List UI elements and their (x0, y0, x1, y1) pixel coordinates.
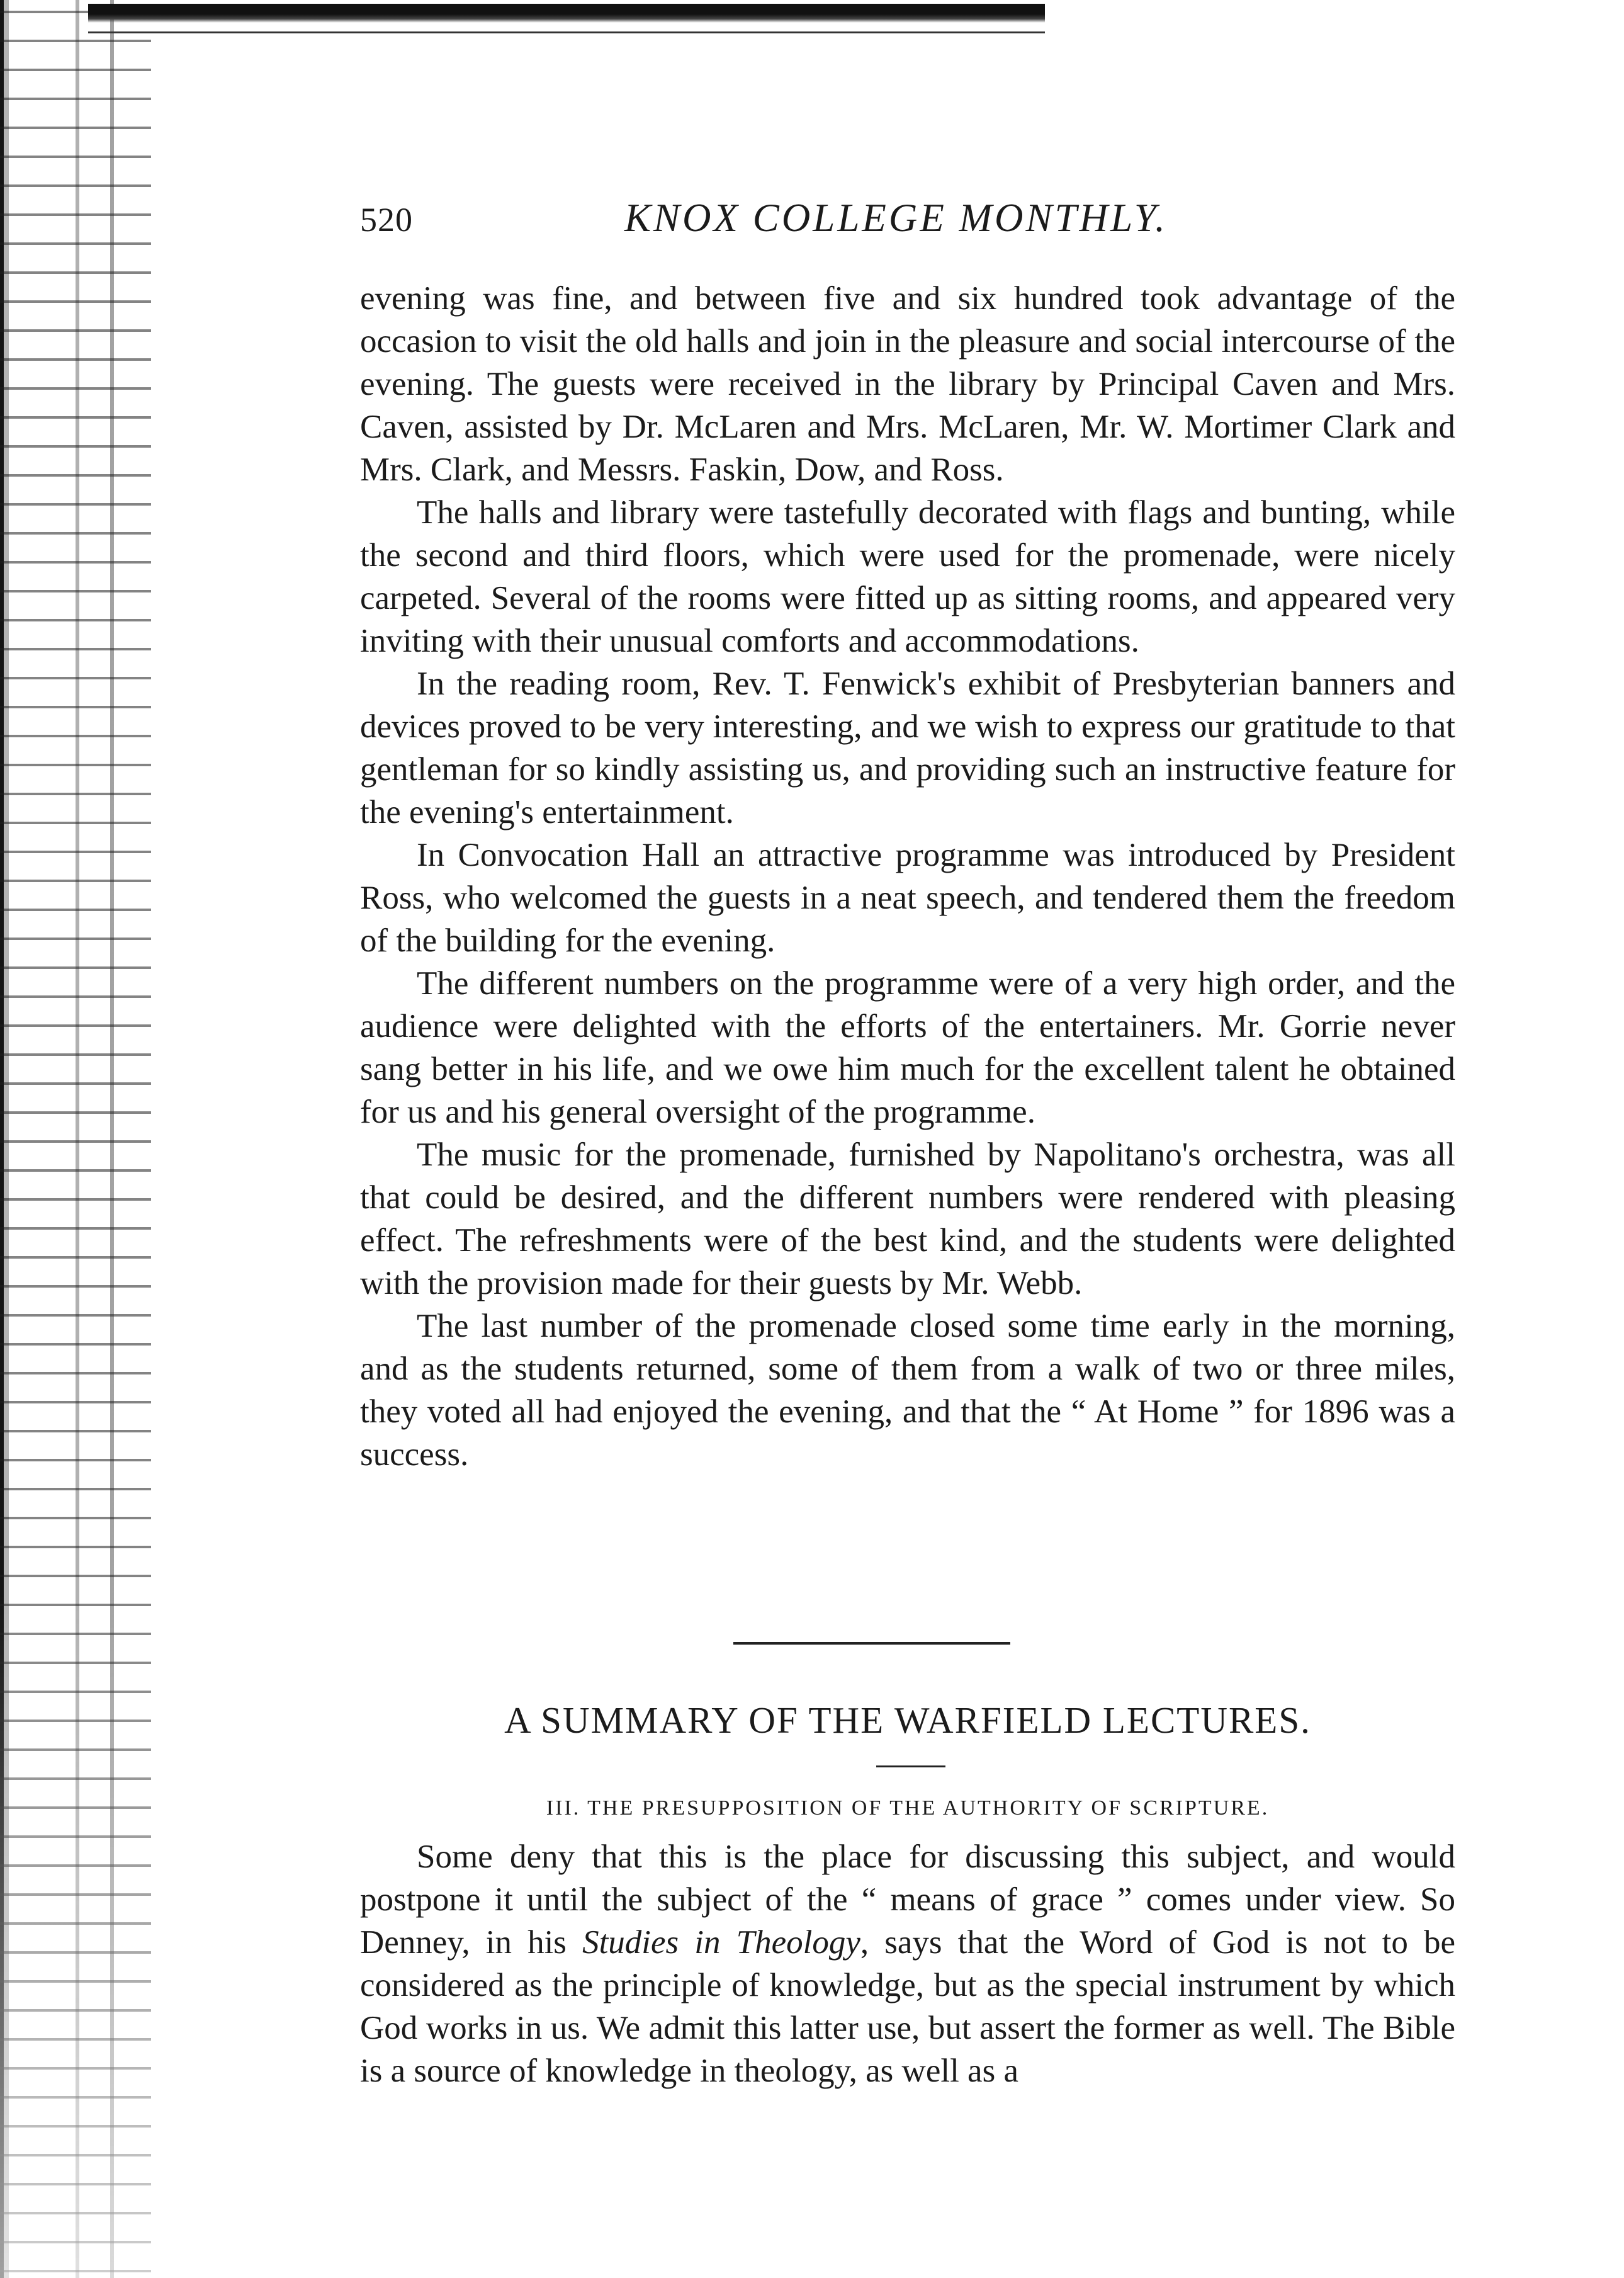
article-paragraph: The last number of the promenade closed some time early in the morning, and as the students returned, some of them from a walk of two or three miles, they voted all had enjoyed the evening, and that the “ At Home ” for 1896 was a success. (360, 1308, 1455, 1473)
title-underline (876, 1765, 945, 1767)
article-body (360, 277, 1455, 1476)
article-paragraph: evening was fine, and between five and six hundred took advantage of the occasion to visit the old halls and join in the pleasure and social intercourse of the evening. The guests were received in the library by Principal Caven and Mrs. Caven, assisted by Dr. McLaren and Mrs. McLaren, Mr. W. Mortimer Clark and Mrs. Clark, and Messrs. Faskin, Dow, and Ross. (360, 280, 1455, 488)
running-title: KNOX COLLEGE MONTHLY. (624, 196, 1168, 240)
scan-binding-edge (0, 0, 151, 2278)
article-paragraph: The music for the promenade, furnished by Napolitano's orchestra, was all that could be desired, and the different numbers were rendered with pleasing effect. The refreshments were of the best kind, and the students were delighted with the provision made for their guests by Mr. Webb. (360, 1136, 1455, 1301)
article-paragraph: In Convocation Hall an attractive programme was introduced by President Ross, who welcomed the guests in a neat speech, and tendered them the freedom of the building for the evening. (360, 837, 1455, 959)
article-paragraph: In the reading room, Rev. T. Fenwick's exhibit of Presbyterian banners and devices proved to be very interesting, and we wish to express our gratitude to that gentleman for so kindly assisting us, and providing such an instructive feature for the evening's entertainment. (360, 666, 1455, 830)
section-title: A SUMMARY OF THE WARFIELD LECTURES. (504, 1699, 1311, 1741)
lectures-text-start: Some deny that this is the place for discussing this subject, and would postpone it until the subject of the “ means of grace ” comes under view. So Denney, in his (360, 1839, 1455, 1961)
lectures-text-end: , says that the Word of God is not to be considered as the principle of knowledge, but as the special instrument by which God works in us. We admit this latter use, but assert the former as well. The Bible is a source of knowledge in theology, as well as a (360, 1924, 1456, 2089)
lectures-paragraph (360, 1835, 1455, 2092)
article-paragraph: The halls and library were tastefully decorated with flags and bunting, while the second and third floors, which were used for the promenade, were nicely carpeted. Several of the rooms were fitted up as sitting rooms, and appeared very inviting with their unusual comforts and accommodations. (360, 494, 1455, 659)
scan-top-border-line (88, 31, 1045, 33)
section-subtitle: III. THE PRESUPPOSITION OF THE AUTHORITY OF SCRIPTURE. (546, 1796, 1270, 1820)
section-divider (733, 1642, 1010, 1645)
scan-top-border (88, 4, 1045, 23)
book-title: Studies in Theology (582, 1924, 860, 1961)
lectures-body (360, 1835, 1455, 2092)
article-paragraph: The different numbers on the programme were of a very high order, and the audience were delighted with the efforts of the entertainers. Mr. Gorrie never sang better in his life, and we owe him much for the excellent talent he obtained for us and his general oversight of the programme. (360, 965, 1455, 1130)
page-number: 520 (360, 201, 413, 239)
page-header (360, 195, 1462, 252)
